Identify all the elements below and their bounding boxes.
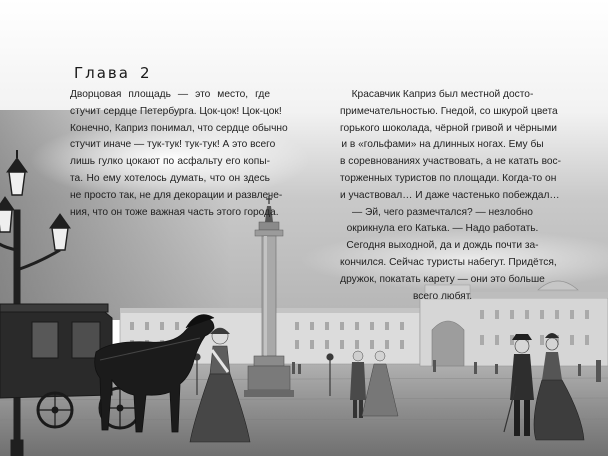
chapter-heading [74,64,152,82]
text-line: и участвовал… И даже частенько побеждал… [340,189,560,201]
text-line: ния, что он тоже важная часть этого города. [70,206,279,218]
text-line: дружок, покатать карету — они это больше [340,273,545,285]
text-line: всего любят. [412,290,473,302]
text-line: та. Но ему хотелось думать, что он здесь [70,172,270,184]
text-line: лишь гулко цокают по асфальту его копы- [70,156,270,168]
text-line: Сегодня выходной, да и дождь почти за- [346,240,539,252]
text-line: в соревнованиях участвовать, а не катать вос- [340,156,562,168]
text-line: Красавчик Каприз был местной досто- [351,89,534,100]
text-line: Дворцовая площадь — это место, где [70,89,270,100]
text-line: окрикнула его Катька. — Надо работать. [346,223,539,235]
chapter-label: Глава [74,64,130,82]
text-line: кончился. Сейчас туристы набегут. Придётся, [340,256,557,268]
text-line: стучит иначе — тук-тук! тук-тук! А это всего [70,139,276,151]
text-line: — Эй, чего размечтался? — незлобно [352,206,533,218]
text-line: не просто так, не для декорации и развлече- [70,189,283,201]
text-line: горького шоколада, чёрной гривой и чёрными [340,122,557,134]
text-line: и в «гольфами» на длинных ногах. Ему бы [341,139,544,151]
text-line: примечательностью. Гнедой, со шкурой цвета [340,105,558,117]
text-line: Конечно, Каприз понимал, что сердце обычно [70,122,288,134]
left-text-column [70,87,288,221]
right-text-column [340,87,562,305]
text-line: торженных туристов по площади. Когда-то он [340,172,557,184]
text-line: стучит сердце Петербурга. Цок-цок! Цок-цок! [70,105,282,117]
chapter-number: 2 [139,64,152,82]
